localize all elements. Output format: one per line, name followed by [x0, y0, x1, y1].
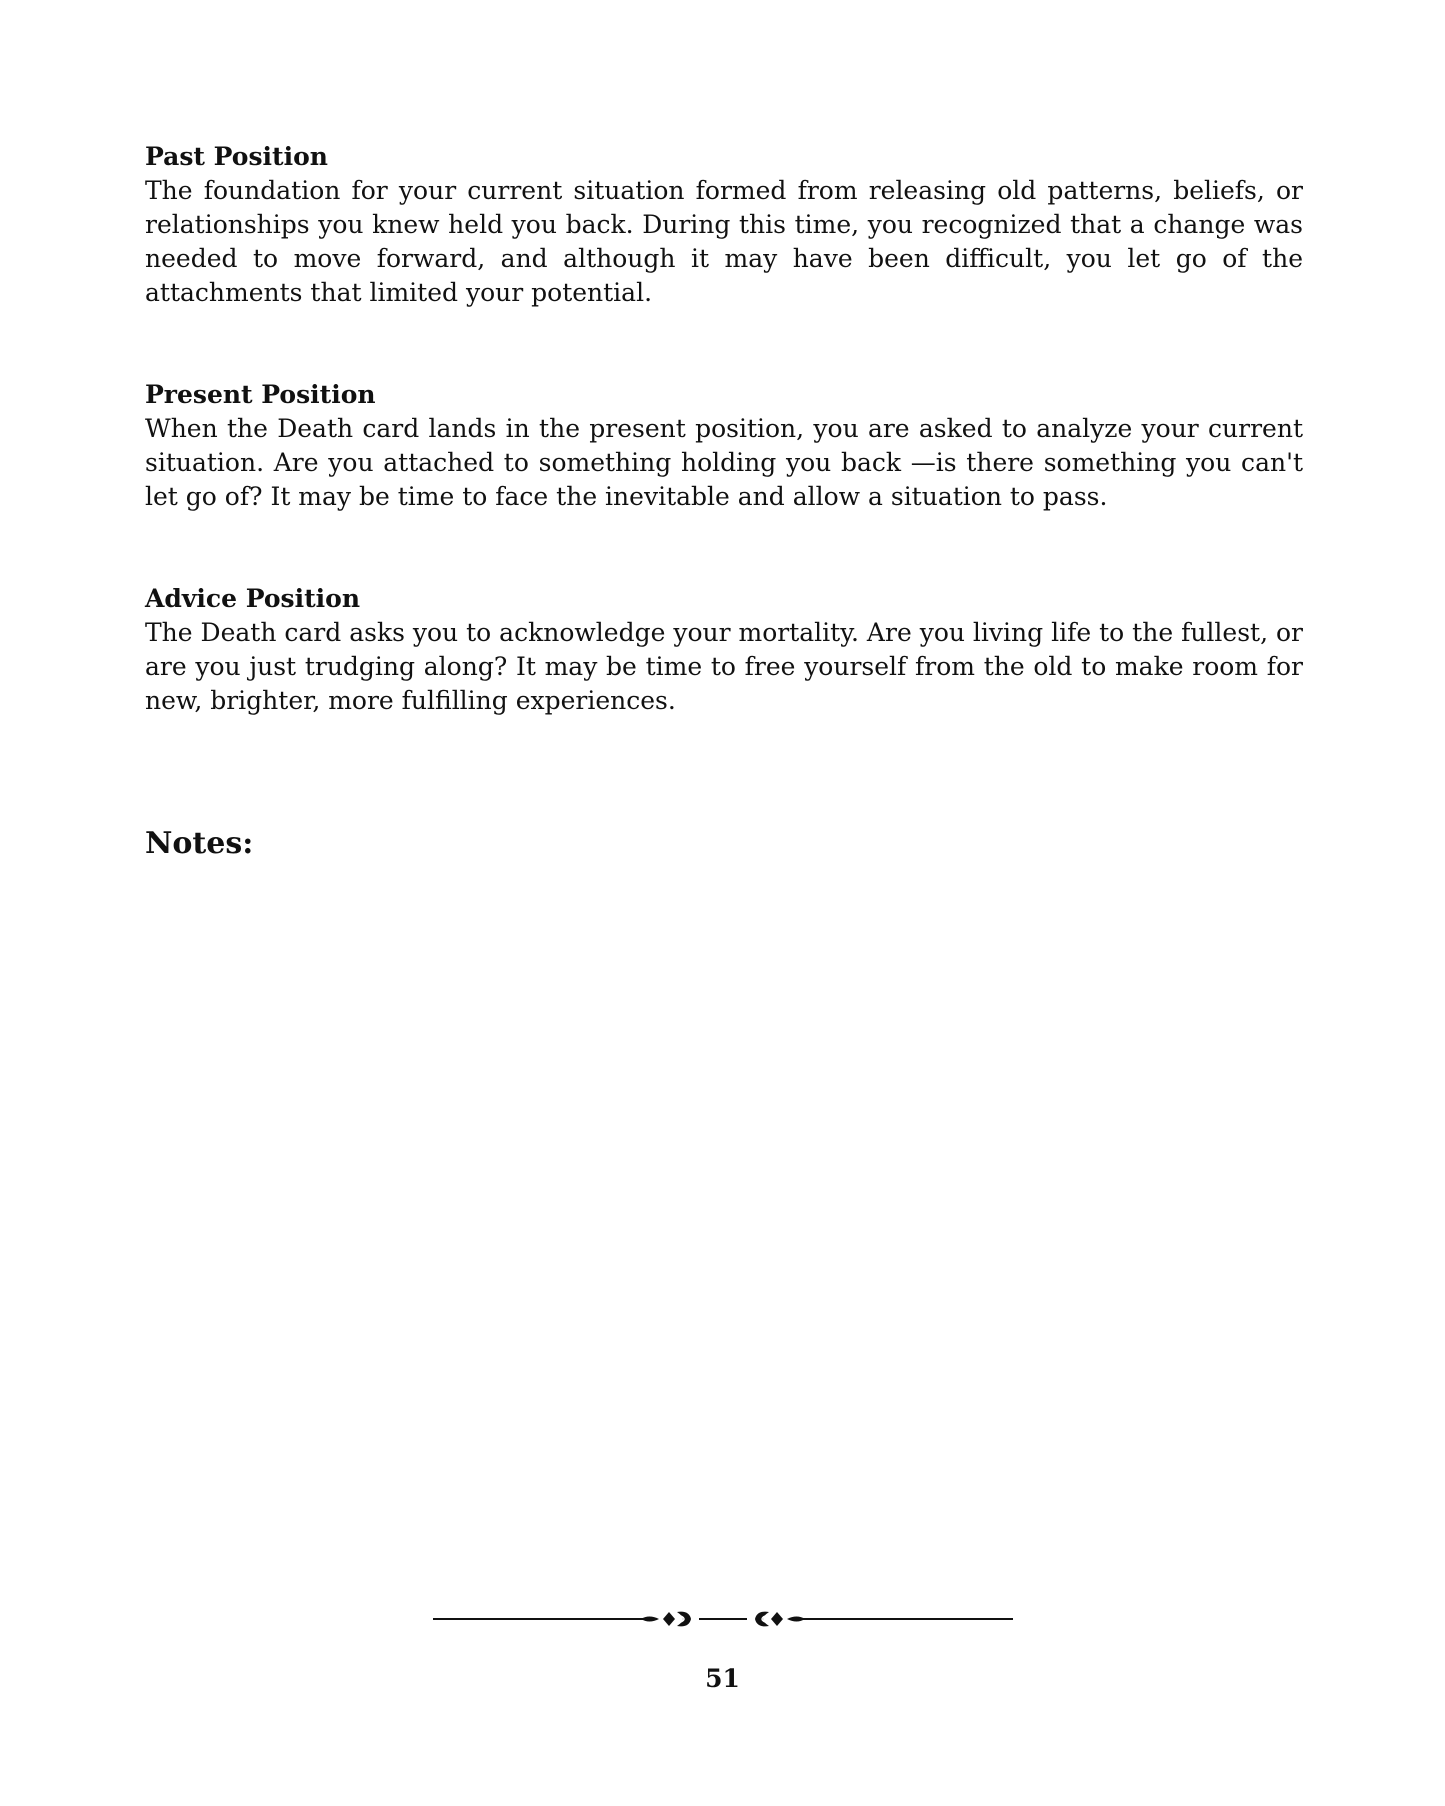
section-heading: Present Position [145, 380, 376, 409]
present-position-section [145, 378, 1303, 514]
past-position-section [145, 140, 1303, 310]
section-heading: Past Position [145, 142, 328, 171]
page-number: 51 [705, 1664, 740, 1693]
ornamental-divider-icon [433, 1604, 1013, 1634]
section-body: The Death card asks you to acknowledge your mortality. Are you living life to the fullest, or are you just trudging along? It may be time to free yourself from the old to make room for new, brighter, more fulfilling experiences. [145, 618, 1303, 715]
page-content [145, 140, 1303, 718]
section-heading: Advice Position [145, 584, 361, 613]
advice-position-section [145, 582, 1303, 718]
section-body: When the Death card lands in the present position, you are asked to analyze your current situation. Are you attached to something holding you back —is there something you can't let go of? It may be time to face the inevitable and allow a situation to pass. [145, 414, 1303, 511]
section-body: The foundation for your current situation formed from releasing old patterns, beliefs, or relationships you knew held you back. During this time, you recognized that a change was needed to move forward, and although it may have been difficult, you let go of the attachments that limited your potential. [145, 176, 1303, 307]
notes-heading: Notes: [145, 826, 254, 861]
